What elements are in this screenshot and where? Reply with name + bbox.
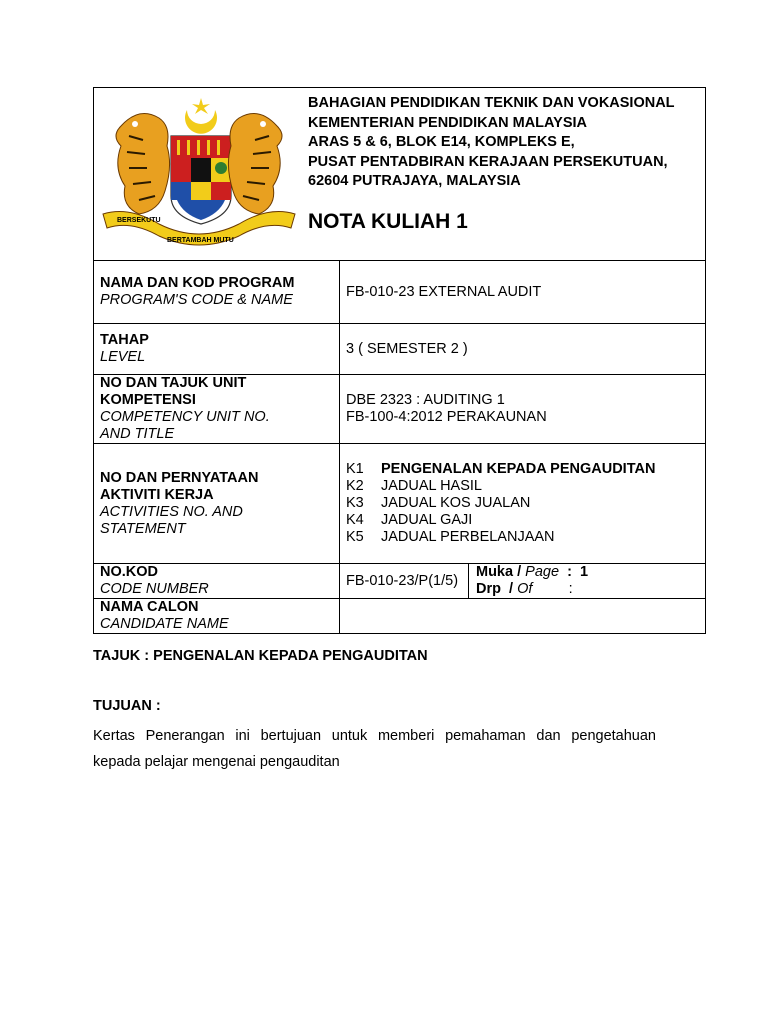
table-row-unit [94, 375, 706, 444]
info-table [93, 260, 706, 634]
code-label-cell [94, 564, 340, 599]
activity-text: JADUAL PERBELANJAAN [381, 529, 555, 545]
objective-paragraph [93, 723, 656, 775]
unit-value: FB-100-4:2012 PERAKAUNAN [346, 409, 547, 425]
code-value: FB-010-23/P(1/5) [340, 564, 469, 598]
table-row-candidate [94, 599, 706, 634]
malaysia-coat-of-arms-icon [99, 96, 299, 246]
unit-label: KOMPETENSI [100, 392, 196, 408]
list-item [346, 478, 699, 495]
activity-code: K1 [346, 461, 364, 477]
ribbon-bottom-text: BERTAMBAH MUTU [167, 237, 234, 244]
page-separator: : [559, 564, 580, 580]
list-item [346, 461, 699, 478]
activities-list [340, 444, 706, 564]
of-label: Drp / [476, 581, 514, 597]
activity-code: K5 [346, 529, 364, 545]
program-label-cell [94, 261, 340, 324]
document-sheet [93, 87, 706, 634]
activity-code: K2 [346, 478, 364, 494]
unit-label-cell [94, 375, 340, 444]
institution-address [308, 94, 675, 192]
unit-label: NO DAN TAJUK UNIT [100, 375, 247, 391]
objective-heading: TUJUAN : [93, 698, 161, 714]
address-line: BAHAGIAN PENDIDIKAN TEKNIK DAN VOKASIONAL [308, 95, 675, 111]
activity-code: K4 [346, 512, 364, 528]
address-line: ARAS 5 & 6, BLOK E14, KOMPLEKS E, [308, 134, 575, 150]
address-line: 62604 PUTRAJAYA, MALAYSIA [308, 173, 521, 189]
table-row-activities [94, 444, 706, 564]
page-label-en: Page [525, 564, 560, 580]
activity-code: K3 [346, 495, 364, 511]
code-label-en: CODE NUMBER [100, 581, 209, 597]
activities-label-en: STATEMENT [100, 520, 186, 537]
activity-text: JADUAL GAJI [381, 512, 473, 528]
code-value-cell [340, 564, 706, 599]
address-line: KEMENTERIAN PENDIDIKAN MALAYSIA [308, 114, 588, 131]
topic-heading: TAJUK : PENGENALAN KEPADA PENGAUDITAN [93, 648, 428, 664]
page-number: 1 [579, 564, 589, 580]
activities-label-cell [94, 444, 340, 564]
table-row-level [94, 324, 706, 375]
page-info [469, 564, 588, 598]
level-label-cell [94, 324, 340, 375]
list-item [346, 512, 699, 529]
list-item [346, 529, 699, 546]
program-value: FB-010-23 EXTERNAL AUDIT [340, 261, 706, 324]
unit-value-cell [340, 375, 706, 444]
activities-label: AKTIVITI KERJA [100, 486, 214, 503]
activity-text: PENGENALAN KEPADA PENGAUDITAN [381, 461, 656, 477]
table-row-code [94, 564, 706, 599]
program-label-en: PROGRAM'S CODE & NAME [100, 292, 293, 308]
table-row-program [94, 261, 706, 324]
level-label: TAHAP [100, 332, 149, 348]
program-label: NAMA DAN KOD PROGRAM [100, 275, 295, 291]
of-label-en: Of [517, 581, 533, 597]
level-label-en: LEVEL [100, 349, 146, 365]
unit-label-en: COMPETENCY UNIT NO. [100, 409, 270, 425]
candidate-label-cell [94, 599, 340, 634]
paragraph-line: kepada pelajar mengenai pengauditan [93, 754, 340, 770]
list-item [346, 495, 699, 512]
candidate-label: NAMA CALON [100, 599, 199, 615]
ribbon-left-text: BERSEKUTU [117, 217, 161, 224]
unit-label-en: AND TITLE [100, 426, 175, 442]
level-value: 3 ( SEMESTER 2 ) [340, 324, 706, 375]
candidate-name-field[interactable] [340, 599, 706, 634]
document-header [93, 87, 706, 260]
code-label: NO.KOD [100, 564, 158, 580]
address-line: PUSAT PENTADBIRAN KERAJAAN PERSEKUTUAN, [308, 153, 668, 170]
unit-value: DBE 2323 : AUDITING 1 [346, 392, 505, 408]
activities-label: NO DAN PERNYATAAN [100, 469, 259, 486]
paragraph-line: Kertas Penerangan ini bertujuan untuk memberi pemahaman dan pengetahuan [93, 728, 656, 744]
activities-label-en: ACTIVITIES NO. AND [100, 503, 243, 520]
candidate-label-en: CANDIDATE NAME [100, 616, 229, 632]
activity-text: JADUAL KOS JUALAN [381, 495, 531, 511]
activity-text: JADUAL HASIL [381, 478, 482, 494]
page-label: Muka / [476, 564, 522, 580]
document-title: NOTA KULIAH 1 [308, 210, 468, 233]
of-separator: : [532, 581, 573, 597]
